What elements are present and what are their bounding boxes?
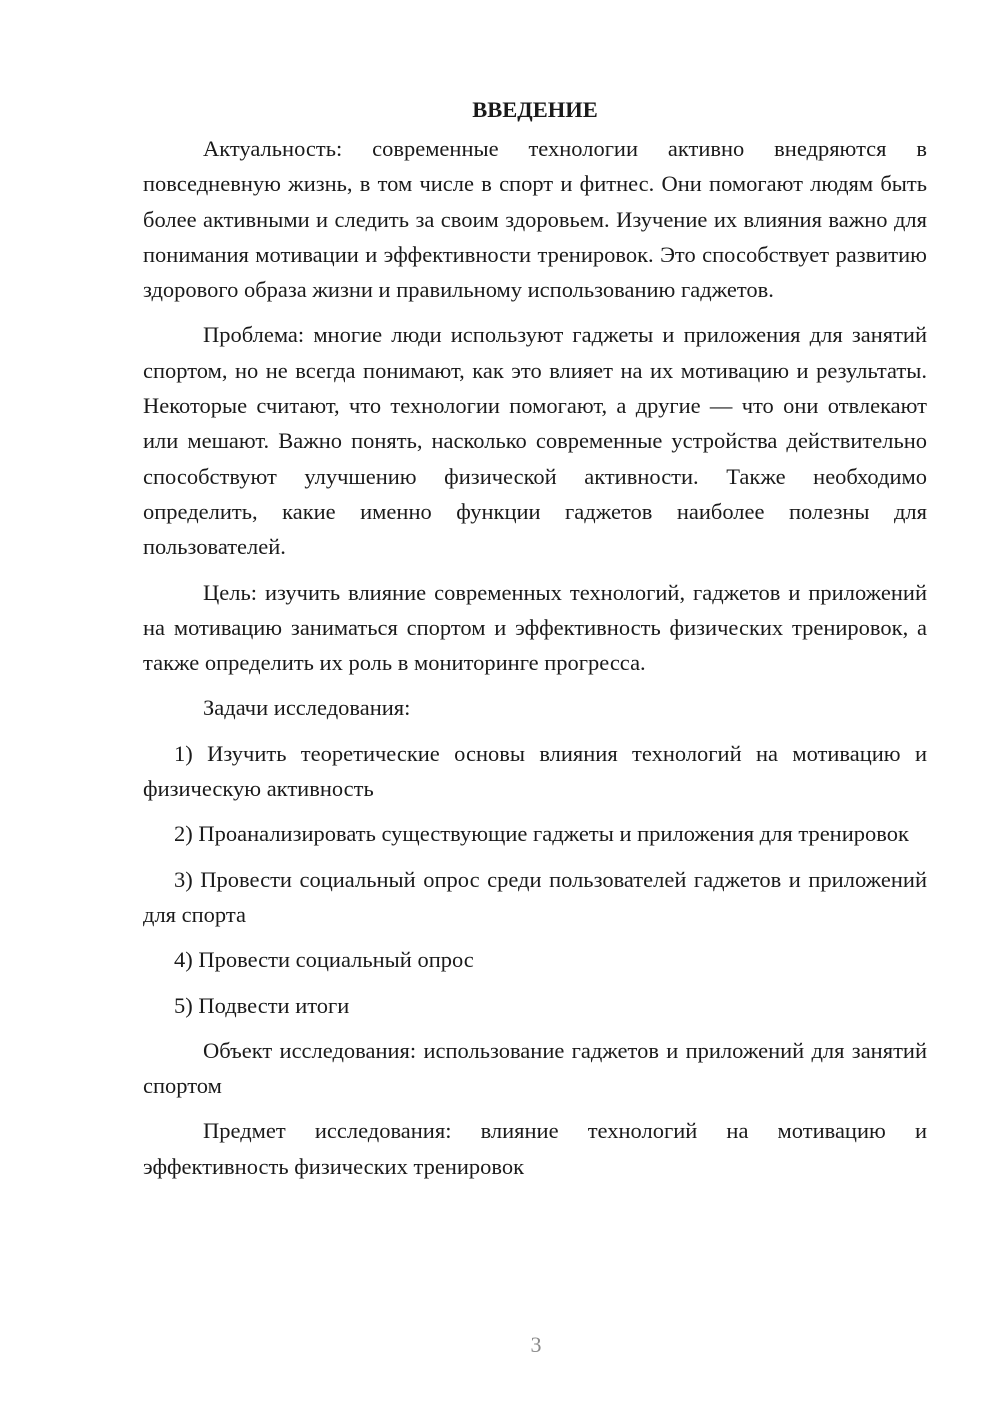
task-item-2: 2) Проанализировать существующие гаджеты и приложения для тренировок xyxy=(174,821,909,847)
page-number: 3 xyxy=(530,1332,542,1357)
task-item-4: 4) Провести социальный опрос xyxy=(174,947,474,973)
paragraph-goal: Цель: изучить влияние современных технологий, гаджетов и приложений на мотивацию заниматься спортом и эффективность физических тренировок, а также определить их роль в мониторинге прогресса. xyxy=(143,579,927,676)
paragraph-problem: Проблема: многие люди используют гаджеты и приложения для занятий спортом, но не всегда понимают, как это влияет на их мотивацию и результаты. Некоторые считают, что технологии помогают, а другие — что они отвлекают или мешают. Важно понять, насколько современные устройства действительно способствуют улучшению физической активности. Также необходимо определить, какие именно функции гаджетов наиболее полезны для пользователей. xyxy=(143,322,927,560)
task-item-1: 1) Изучить теоретические основы влияния технологий на мотивацию и физическую активность xyxy=(143,740,927,802)
task-item-5: 5) Подвести итоги xyxy=(174,992,350,1018)
section-title: ВВЕДЕНИЕ xyxy=(472,97,598,122)
paragraph-research-object: Объект исследования: использование гаджетов и приложений для занятий спортом xyxy=(143,1037,927,1099)
paragraph-relevance: Актуальность: современные технологии активно внедряются в повседневную жизнь, в том числе в спорт и фитнес. Они помогают людям быть более активными и следить за своим здоровьем. Изучение их влияния важно для понимания мотивации и эффективности тренировок. Это способствует развитию здорового образа жизни и правильному использованию гаджетов. xyxy=(143,136,927,303)
task-item-3: 3) Провести социальный опрос среди пользователей гаджетов и приложений для спорта xyxy=(143,866,927,927)
page-content xyxy=(143,92,927,1194)
paragraph-research-subject: Предмет исследования: влияние технологий на мотивацию и эффективность физических тренировок xyxy=(143,1118,927,1179)
paragraph-tasks-heading: Задачи исследования: xyxy=(203,695,411,721)
